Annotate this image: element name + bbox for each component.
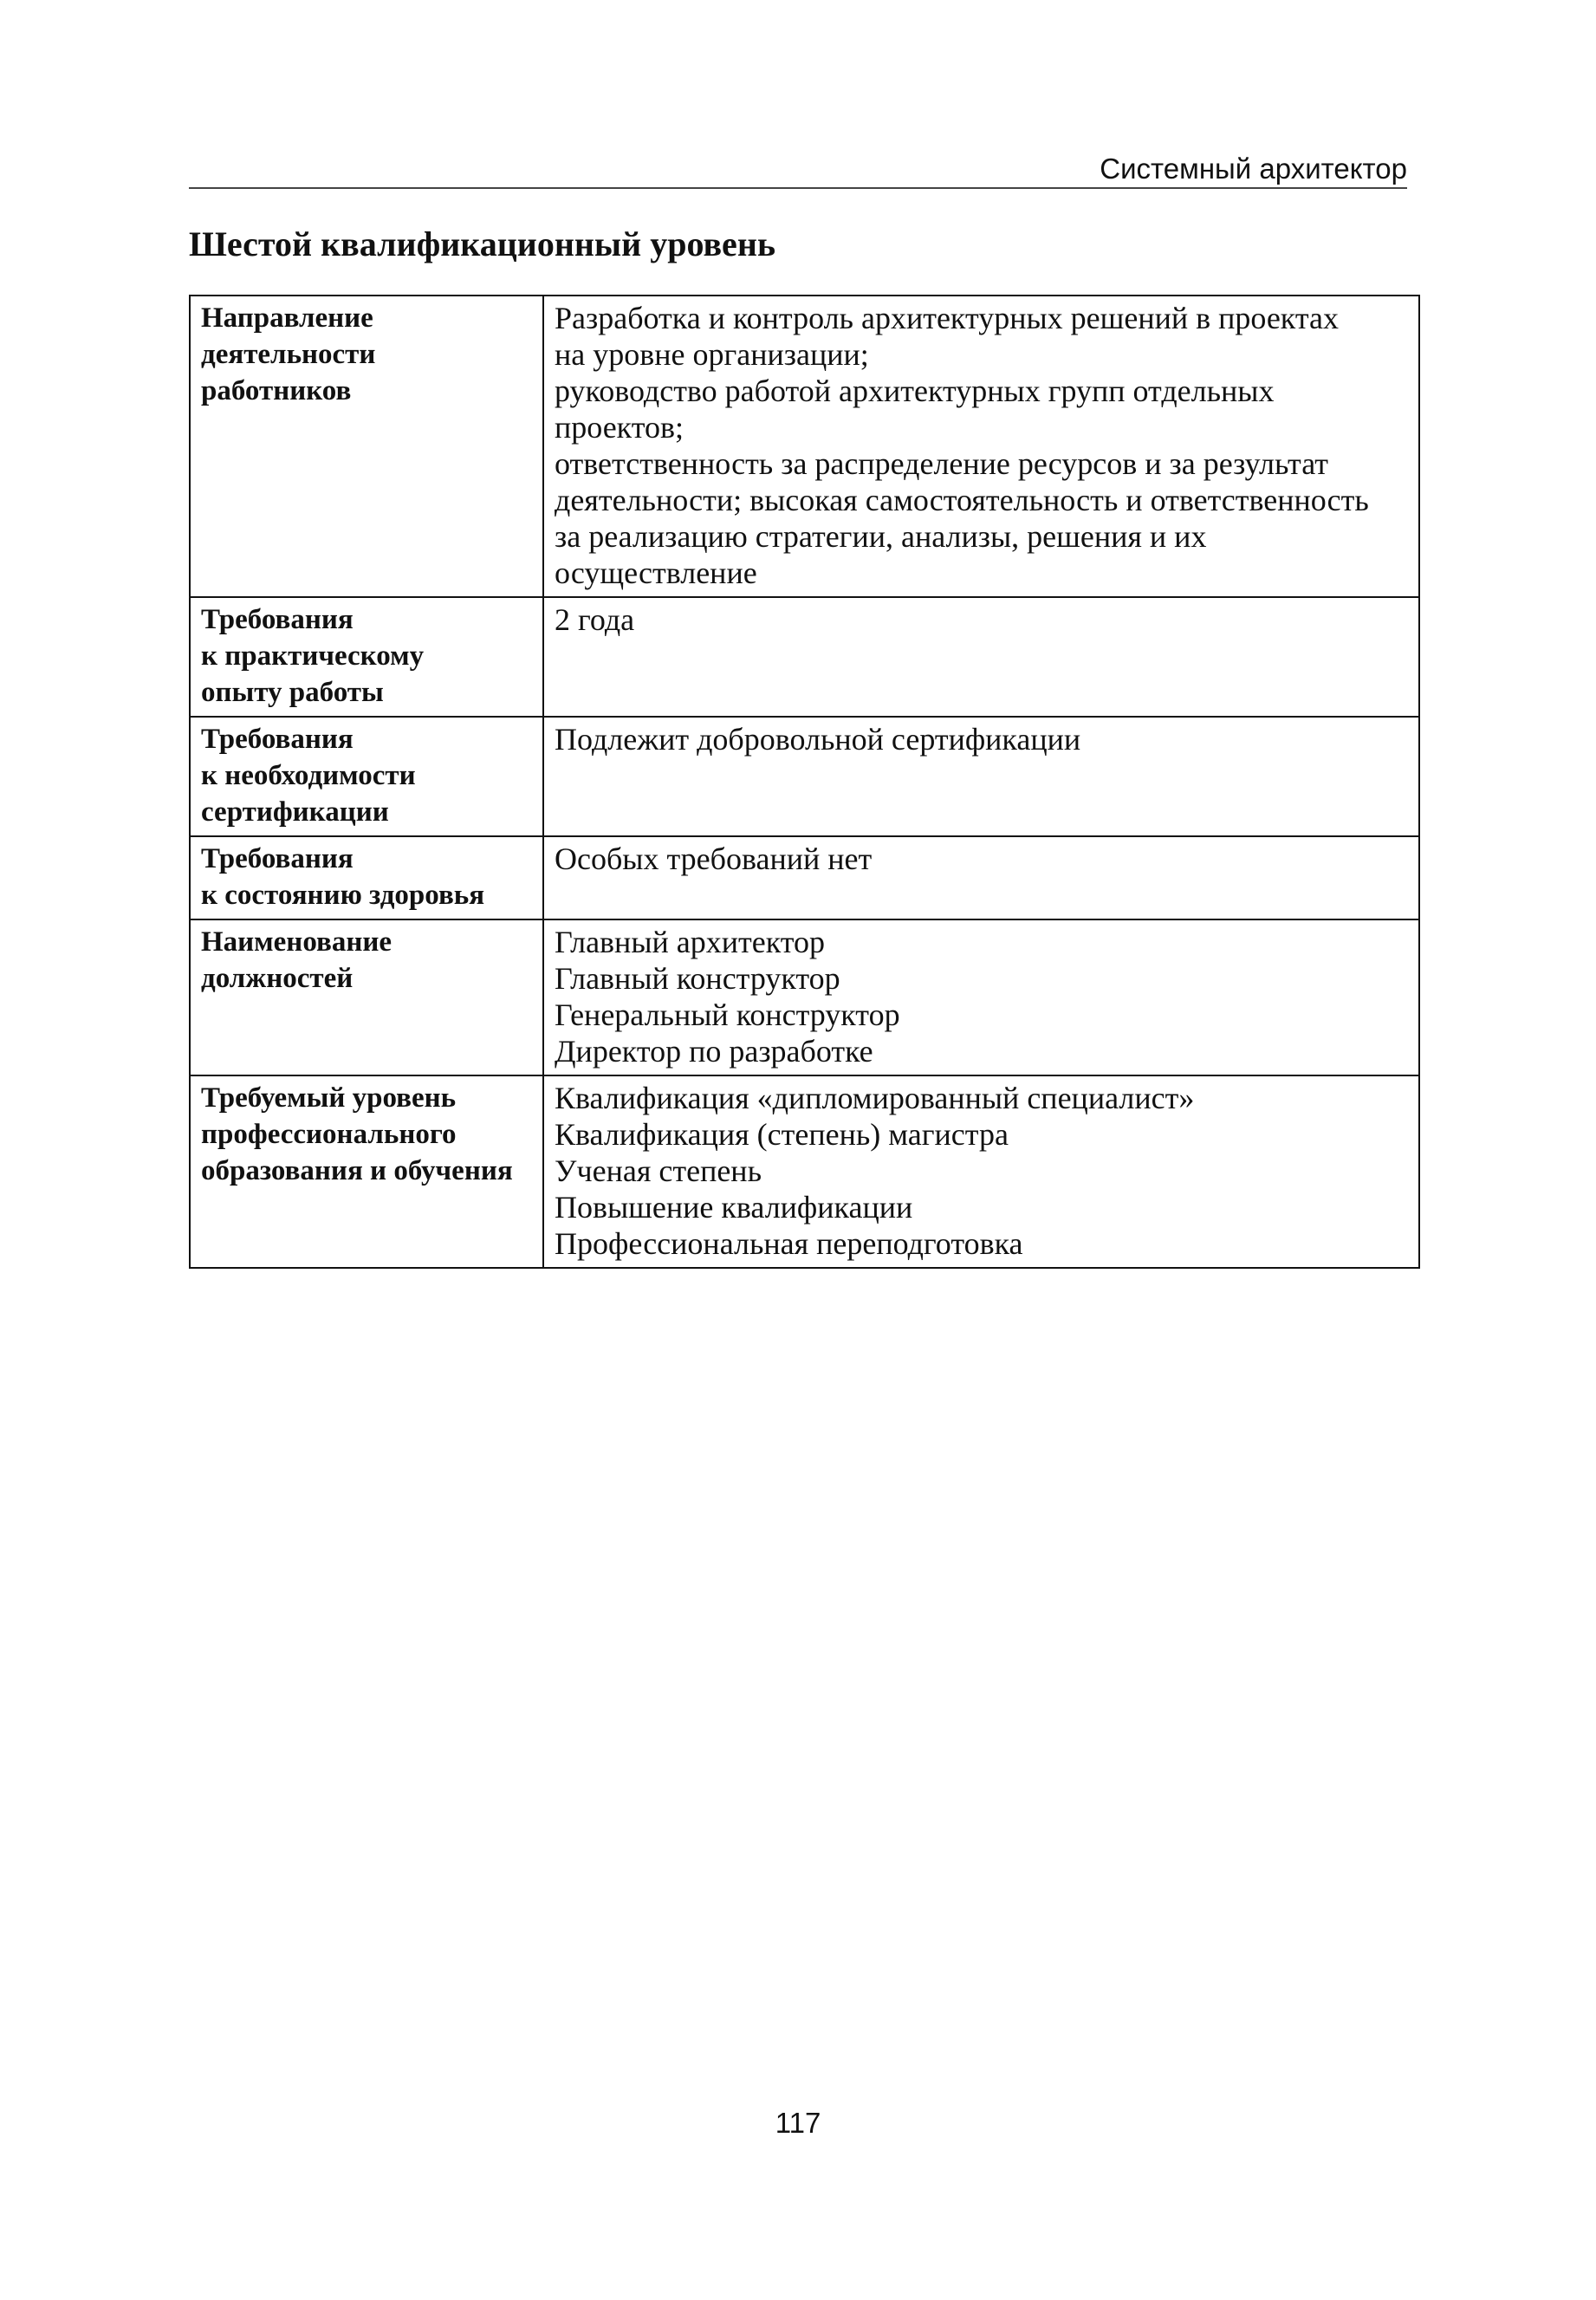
- table-row: [190, 597, 1419, 717]
- label-line: профессионального: [201, 1119, 457, 1150]
- label-line: образования и обучения: [201, 1155, 513, 1186]
- value-line: ответственность за распределение ресурсов и за результат: [555, 446, 1328, 481]
- qualification-table: [189, 295, 1420, 1269]
- row-label-certification: [190, 717, 543, 836]
- label-line: к практическому: [201, 640, 425, 672]
- row-label-experience: [190, 597, 543, 717]
- label-line: к необходимости: [201, 760, 416, 791]
- value-line: Генеральный конструктор: [555, 997, 900, 1032]
- table-row: [190, 296, 1419, 597]
- row-label-health: [190, 836, 543, 919]
- value-line: Подлежит добровольной сертификации: [555, 722, 1081, 757]
- label-line: работников: [201, 375, 352, 406]
- value-line: Главный конструктор: [555, 961, 840, 996]
- header-rule: [189, 187, 1407, 189]
- label-line: Требования: [201, 724, 354, 755]
- value-line: Профессиональная переподготовка: [555, 1226, 1023, 1261]
- row-value-health: [543, 836, 1419, 919]
- value-line: проектов;: [555, 410, 684, 445]
- row-value-activity-direction: [543, 296, 1419, 597]
- table-row: [190, 717, 1419, 836]
- label-line: Направление: [201, 302, 373, 334]
- value-line: Особых требований нет: [555, 841, 873, 876]
- row-value-education: [543, 1075, 1419, 1268]
- value-line: 2 года: [555, 602, 635, 637]
- label-line: Наименование: [201, 926, 392, 958]
- section-title: Шестой квалификационный уровень: [189, 224, 776, 263]
- label-line: Требования: [201, 604, 354, 635]
- value-line: Разработка и контроль архитектурных решений в проектах: [555, 301, 1339, 335]
- row-value-certification: [543, 717, 1419, 836]
- table-row: [190, 836, 1419, 919]
- label-line: Требования: [201, 843, 354, 874]
- value-line: Повышение квалификации: [555, 1190, 913, 1225]
- table-row: [190, 1075, 1419, 1268]
- value-line: за реализацию стратегии, анализы, решения и их: [555, 519, 1207, 554]
- running-head: Системный архитектор: [1100, 153, 1407, 185]
- row-label-education: [190, 1075, 543, 1268]
- page-number: 117: [775, 2107, 821, 2139]
- table-row: [190, 919, 1419, 1075]
- value-line: руководство работой архитектурных групп отдельных: [555, 374, 1275, 408]
- row-value-positions: [543, 919, 1419, 1075]
- value-line: Директор по разработке: [555, 1034, 873, 1069]
- value-line: Квалификация (степень) магистра: [555, 1117, 1009, 1152]
- row-label-activity-direction: [190, 296, 543, 597]
- value-line: деятельности; высокая самостоятельность и ответственность: [555, 483, 1369, 517]
- value-line: на уровне организации;: [555, 337, 869, 372]
- value-line: осуществление: [555, 556, 757, 590]
- label-line: деятельности: [201, 339, 376, 370]
- row-value-experience: [543, 597, 1419, 717]
- label-line: Требуемый уровень: [201, 1082, 457, 1114]
- label-line: опыту работы: [201, 677, 384, 708]
- value-line: Ученая степень: [555, 1153, 762, 1188]
- value-line: Главный архитектор: [555, 925, 825, 959]
- row-label-positions: [190, 919, 543, 1075]
- value-line: Квалификация «дипломированный специалист»: [555, 1081, 1195, 1115]
- label-line: сертификации: [201, 796, 389, 828]
- label-line: к состоянию здоровья: [201, 880, 485, 911]
- label-line: должностей: [201, 963, 354, 994]
